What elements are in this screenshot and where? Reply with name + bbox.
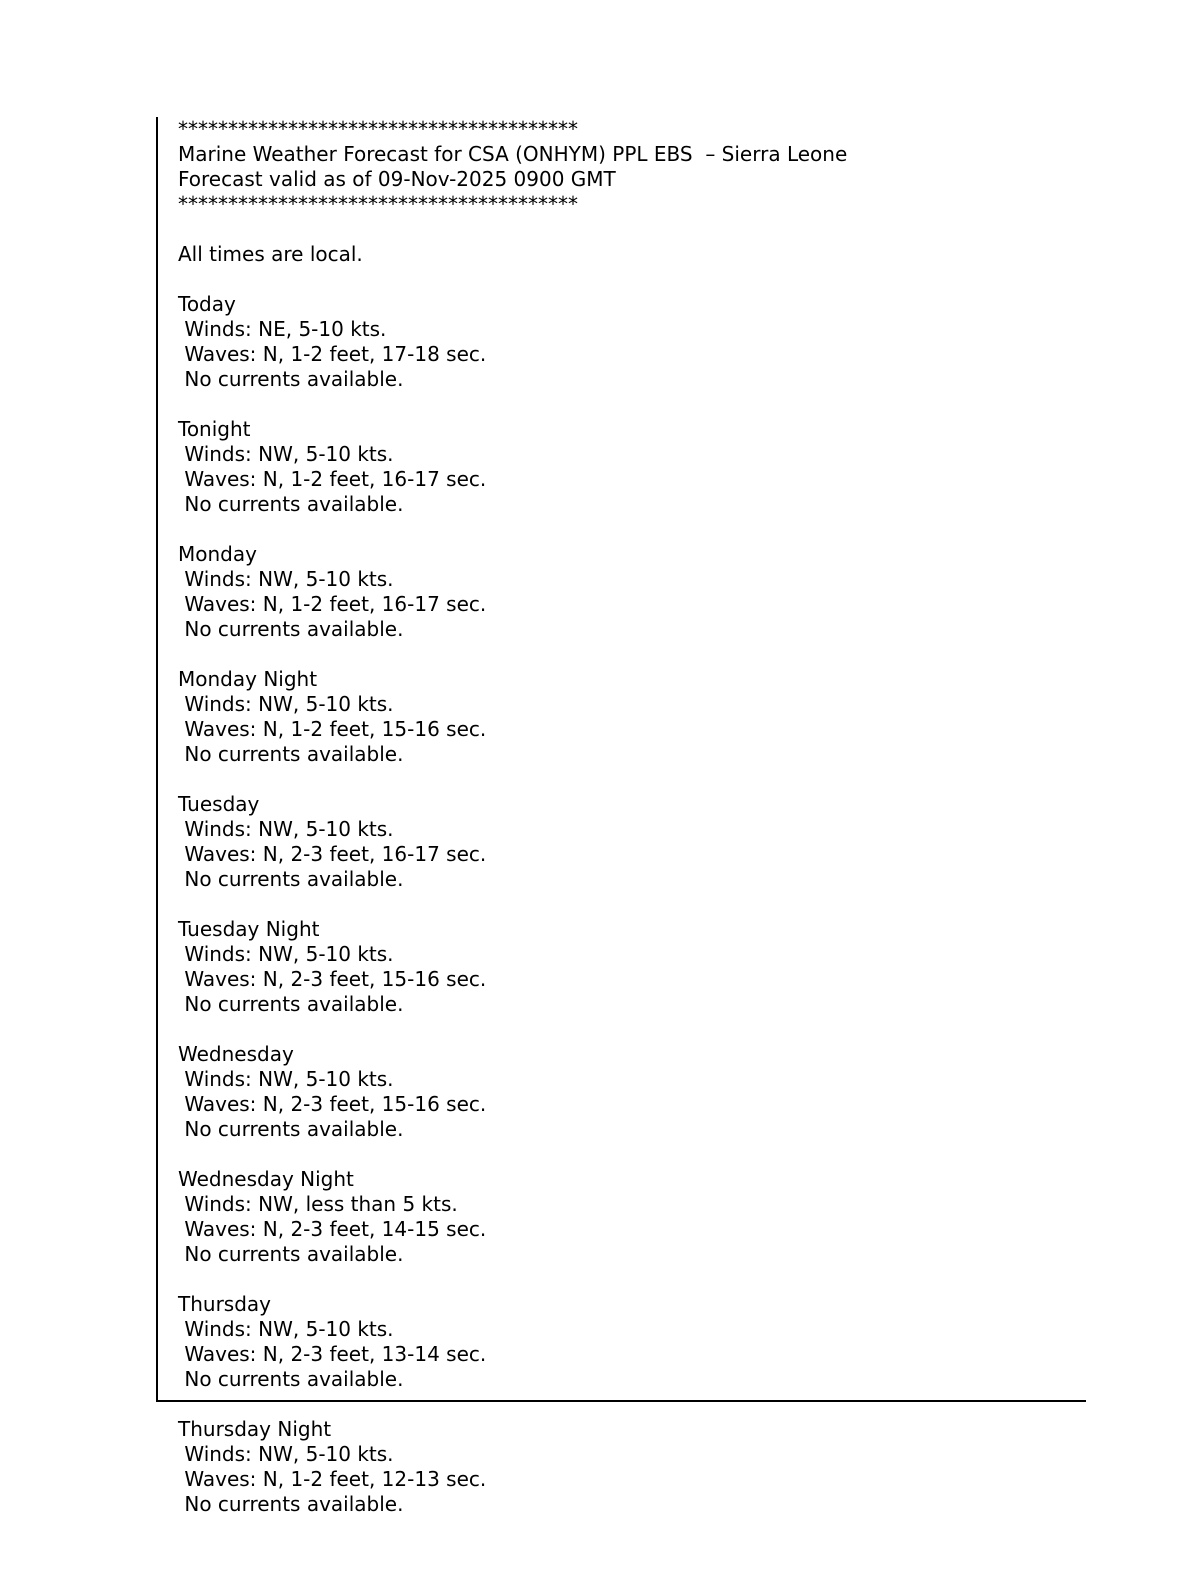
section-heading: Thursday bbox=[178, 1292, 271, 1316]
waves-line: Waves: N, 2-3 feet, 15-16 sec. bbox=[178, 967, 487, 991]
section-heading: Thursday Night bbox=[178, 1417, 332, 1441]
asterisk-divider-bottom: **************************************** bbox=[178, 192, 578, 216]
forecast-section bbox=[178, 542, 1138, 667]
winds-line: Winds: NW, 5-10 kts. bbox=[178, 942, 394, 966]
waves-line: Waves: N, 2-3 feet, 13-14 sec. bbox=[178, 1342, 487, 1366]
forecast-section bbox=[178, 917, 1138, 1042]
forecast-section bbox=[178, 667, 1138, 792]
forecast-section bbox=[178, 792, 1138, 917]
section-heading: Wednesday Night bbox=[178, 1167, 354, 1191]
winds-line: Winds: NE, 5-10 kts. bbox=[178, 317, 387, 341]
forecast-title: Marine Weather Forecast for CSA (ONHYM) PPL EBS – Sierra Leone bbox=[178, 142, 848, 166]
currents-line: No currents available. bbox=[178, 1117, 404, 1141]
section-heading: Wednesday bbox=[178, 1042, 294, 1066]
section-heading: Tonight bbox=[178, 417, 251, 441]
blank-line bbox=[178, 642, 1138, 667]
section-heading: Today bbox=[178, 292, 236, 316]
section-heading: Tuesday bbox=[178, 792, 260, 816]
waves-line: Waves: N, 2-3 feet, 15-16 sec. bbox=[178, 1092, 487, 1116]
currents-line: No currents available. bbox=[178, 1242, 404, 1266]
forecast-section bbox=[178, 1167, 1138, 1292]
waves-line: Waves: N, 1-2 feet, 16-17 sec. bbox=[178, 467, 487, 491]
waves-line: Waves: N, 1-2 feet, 15-16 sec. bbox=[178, 717, 487, 741]
waves-line: Waves: N, 1-2 feet, 16-17 sec. bbox=[178, 592, 487, 616]
forecast-text-block bbox=[178, 117, 1138, 1542]
currents-line: No currents available. bbox=[178, 617, 404, 641]
winds-line: Winds: NW, less than 5 kts. bbox=[178, 1192, 458, 1216]
waves-line: Waves: N, 2-3 feet, 14-15 sec. bbox=[178, 1217, 487, 1241]
blank-line bbox=[178, 392, 1138, 417]
currents-line: No currents available. bbox=[178, 492, 404, 516]
forecast-section bbox=[178, 292, 1138, 417]
waves-line: Waves: N, 1-2 feet, 12-13 sec. bbox=[178, 1467, 487, 1491]
winds-line: Winds: NW, 5-10 kts. bbox=[178, 1317, 394, 1341]
content-left-border bbox=[156, 117, 158, 1402]
blank-line bbox=[178, 1017, 1138, 1042]
blank-line bbox=[178, 217, 1138, 242]
winds-line: Winds: NW, 5-10 kts. bbox=[178, 692, 394, 716]
times-note: All times are local. bbox=[178, 242, 363, 266]
blank-line bbox=[178, 1392, 1138, 1417]
winds-line: Winds: NW, 5-10 kts. bbox=[178, 567, 394, 591]
forecast-valid-line: Forecast valid as of 09-Nov-2025 0900 GMT bbox=[178, 167, 616, 191]
blank-line bbox=[178, 1267, 1138, 1292]
winds-line: Winds: NW, 5-10 kts. bbox=[178, 442, 394, 466]
section-heading: Tuesday Night bbox=[178, 917, 320, 941]
winds-line: Winds: NW, 5-10 kts. bbox=[178, 817, 394, 841]
winds-line: Winds: NW, 5-10 kts. bbox=[178, 1067, 394, 1091]
blank-line bbox=[178, 267, 1138, 292]
forecast-section bbox=[178, 1292, 1138, 1417]
blank-line bbox=[178, 892, 1138, 917]
blank-line bbox=[178, 1517, 1138, 1542]
blank-line bbox=[178, 767, 1138, 792]
blank-line bbox=[178, 1142, 1138, 1167]
asterisk-divider-top: **************************************** bbox=[178, 117, 578, 141]
currents-line: No currents available. bbox=[178, 742, 404, 766]
blank-line bbox=[178, 517, 1138, 542]
currents-line: No currents available. bbox=[178, 1367, 404, 1391]
waves-line: Waves: N, 2-3 feet, 16-17 sec. bbox=[178, 842, 487, 866]
currents-line: No currents available. bbox=[178, 367, 404, 391]
forecast-section bbox=[178, 1417, 1138, 1542]
waves-line: Waves: N, 1-2 feet, 17-18 sec. bbox=[178, 342, 487, 366]
section-heading: Monday bbox=[178, 542, 257, 566]
forecast-sections bbox=[178, 292, 1138, 1542]
currents-line: No currents available. bbox=[178, 867, 404, 891]
currents-line: No currents available. bbox=[178, 992, 404, 1016]
forecast-section bbox=[178, 417, 1138, 542]
winds-line: Winds: NW, 5-10 kts. bbox=[178, 1442, 394, 1466]
forecast-section bbox=[178, 1042, 1138, 1167]
section-heading: Monday Night bbox=[178, 667, 318, 691]
currents-line: No currents available. bbox=[178, 1492, 404, 1516]
